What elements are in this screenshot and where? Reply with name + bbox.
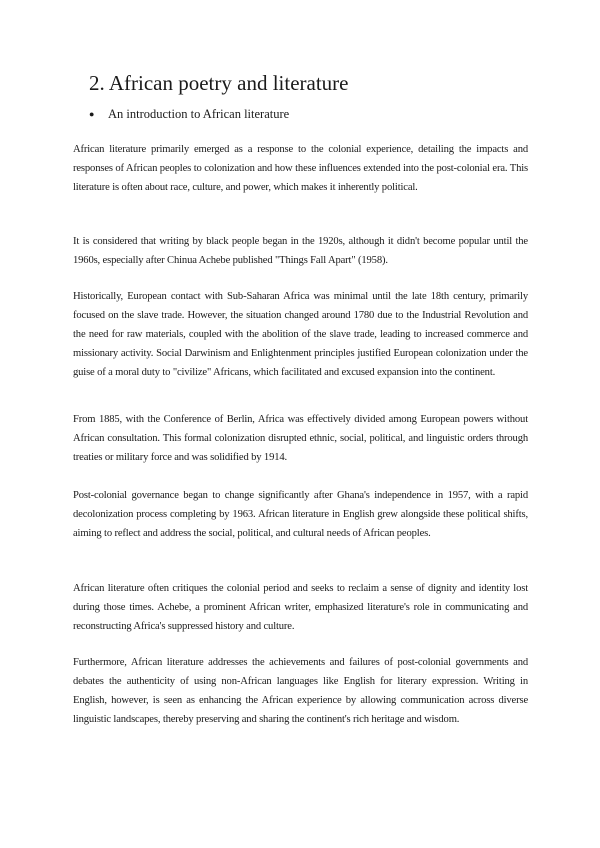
- paragraph-critique: African literature often critiques the colonial period and seeks to reclaim a sense of dignity and identity lost during those times. Achebe, a prominent African writer, emphasized literature's role in communicating and reconstructing Africa's suppressed history and culture.: [73, 583, 528, 632]
- paragraph-language-debate: Furthermore, African literature addresses the achievements and failures of post-colonial governments and debates the authenticity of using non-African languages like English for literary expression. Writing in English, however, is seen as enhancing the African experience by allowing communication across diverse linguistic landscapes, thereby preserving and sharing the continent's rich heritage and wisdom.: [73, 657, 528, 725]
- paragraph-origins: It is considered that writing by black people began in the 1920s, although it didn't become popular until the 1960s, especially after Chinua Achebe published "Things Fall Apart" (1958).: [73, 236, 528, 266]
- bullet-item: [89, 106, 289, 122]
- paragraph-colonial-response: African literature primarily emerged as a response to the colonial experience, detailing the impacts and responses of African peoples to colonization and how these influences extended into the post-colonial era. This literature is often about race, culture, and power, which makes it inherently political.: [73, 144, 528, 193]
- paragraph-history: Historically, European contact with Sub-Saharan Africa was minimal until the late 18th century, primarily focused on the slave trade. However, the situation changed around 1780 due to the Industrial Revolution and the need for raw materials, coupled with the abolition of the slave trade, leading to increased commerce and missionary activity. Social Darwinism and Enlightenment principles justified European colonization under the guise of a moral duty to "civilize" Africans, which facilitated and excused expansion into the continent.: [73, 291, 528, 378]
- paragraph-berlin-conference: From 1885, with the Conference of Berlin, Africa was effectively divided among European powers without African consultation. This formal colonization disrupted ethnic, social, political, and linguistic orders through treaties or military force and was solidified by 1914.: [73, 414, 528, 463]
- section-heading: 2. African poetry and literature: [89, 71, 349, 95]
- paragraph-post-colonial: Post-colonial governance began to change significantly after Ghana's independence in 1957, with a rapid decolonization process completing by 1963. African literature in English grew alongside these political shifts, aiming to reflect and address the social, political, and cultural needs of African peoples.: [73, 490, 528, 539]
- bullet-dot-icon: ●: [89, 109, 95, 119]
- bullet-text: An introduction to African literature: [108, 107, 290, 121]
